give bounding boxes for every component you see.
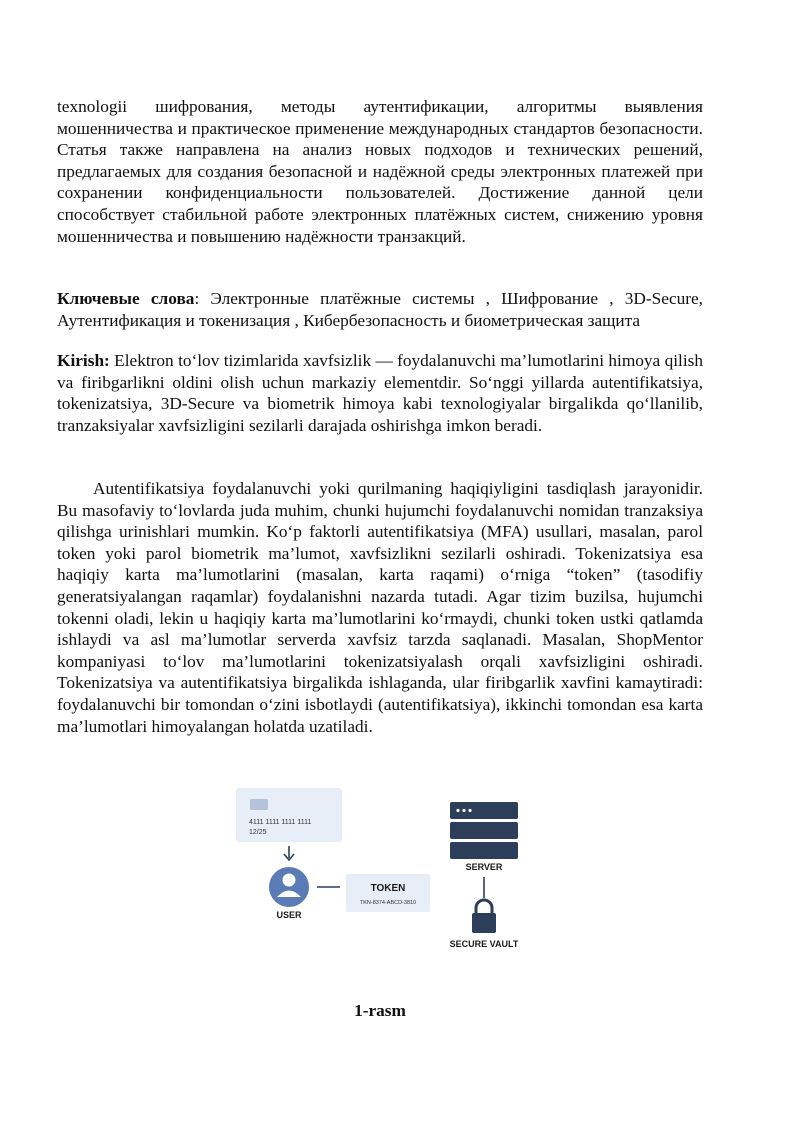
paragraph-abstract: texnologii шифрования, методы аутентификации, алгоритмы выявления мошенничества и практическое применение международных стандартов безопасности. Статья также направлена на анализ новых подходов и технических решений, предлагаемых для создания безопасной и надёжной среды электронных платежей при сохранении конфиденциальности пользователей. Достижение данной цели способствует стабильной работе электронных платёжных систем, снижению уровня мошенничества и повышению надёжности транзакций. (57, 97, 703, 246)
tokenization-diagram (232, 784, 542, 959)
token-title: TOKEN (370, 883, 406, 894)
token-value: TKN-8374-ABCD-3810 (359, 900, 417, 906)
lock-icon (472, 900, 496, 933)
figure-caption: 1-rasm (354, 1001, 406, 1020)
paragraph-keywords (57, 288, 703, 331)
user-icon (269, 867, 309, 907)
server-icon (450, 802, 518, 859)
vault-label: SECURE VAULT (449, 939, 519, 949)
user-head-icon (283, 874, 296, 887)
intro-text: Elektron to‘lov tizimlarida xavfsizlik — foydalanuvchi ma’lumotlarini himoya qilish va firibgarlikni oldini olish uchun markaziy elementdir. So‘nggi yillarda autentifikatsiya, tokenizatsiya, 3D-Secure va biometrik himoya kabi texnologiyalar birgalikda qo‘llanilib, tranzaksiyalar xavfsizligini sezilarli darajada oshirishga imkon beradi. (57, 351, 703, 435)
card-expiry: 12/25 (249, 829, 267, 836)
paragraph-authentication: Autentifikatsiya foydalanuvchi yoki qurilmaning haqiqiyligini tasdiqlash jarayonidir. Bu masofaviy to‘lovlarda juda muhim, chunki hujumchi foydalanuvchi nomidan tranzaksiya qilishga urinishlari mumkin. Ko‘p faktorli autentifikatsiya (MFA) usullari, masalan, parol token yoki parol biometrik ma’lumot, xavfsizlikni sezilarli oshiradi. Tokenizatsiya esa haqiqiy karta ma’lumotlarini (masalan, karta raqami) o‘rniga “token” (tasodifiy generatsiyalangan raqamlar) foydalanishni nazarda tutadi. Agar tizim buzilsa, hujumchi tokenni oladi, lekin u haqiqiy karta ma’lumotlarini ko‘rmaydi, chunki token ustki qatlamda ishlaydi va asl ma’lumotlar serverda xavfsiz tarzda saqlanadi. Masalan, ShopMentor kompaniyasi to‘lov ma’lumotlarini tokenizatsiyalash orqali xavfsizligini oshiradi. Tokenizatsiya va autentifikatsiya birgalikda ishlaganda, ular firibgarlik xavfini kamaytiradi: foydalanuvchi bir tomondan o‘zini isbotlaydi (autentifikatsiya), ikkinchi tomondan esa karta ma’lumotlari himoyalangan holatda uzatiladi. (57, 479, 703, 736)
user-label: USER (276, 910, 302, 920)
keywords-text: : Электронные платёжные системы , Шифрование , 3D-Secure, Аутентификация и токенизация , Кибербезопасность и биометрическая защита (57, 289, 703, 330)
intro-label: Kirish: (57, 351, 110, 370)
paragraph-intro (57, 350, 703, 436)
card-chip-icon (250, 799, 268, 810)
server-label: SERVER (465, 862, 503, 872)
card-number: 4111 1111 1111 1111 (249, 819, 312, 826)
keywords-label: Ключевые слова (57, 289, 195, 308)
